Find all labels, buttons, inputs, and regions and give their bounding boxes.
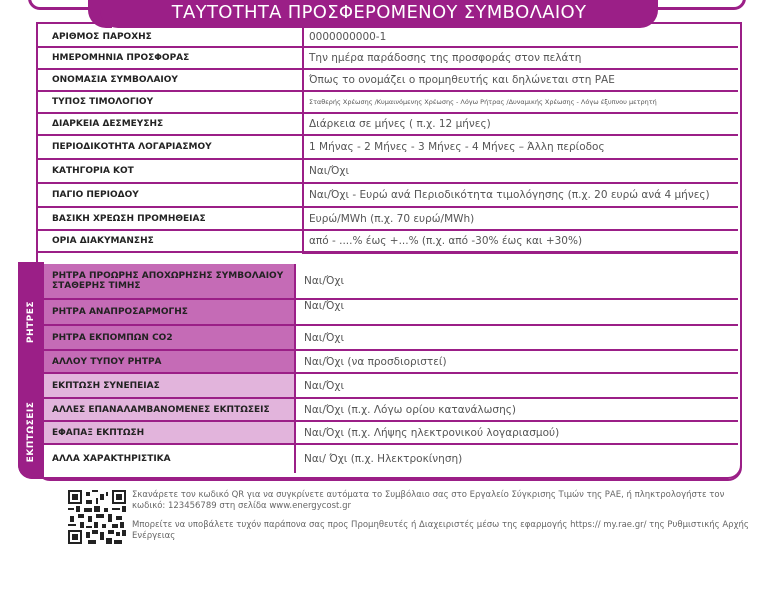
footer-text	[132, 490, 752, 550]
row-value: από - ....% έως +...% (π.χ. από -30% έως και +30%)	[303, 230, 738, 252]
clause-value: Ναι/Όχι (να προσδιοριστεί)	[295, 350, 738, 373]
complaint-instructions: Μπορείτε να υποβάλετε τυχόν παράπονα σας προς Προμηθευτές ή Διαχειριστές μέσω της εφαρμογής https:// my.rae.gr/ της Ρυθμιστικής Αρχής Ενέργειας	[132, 520, 749, 541]
other-value: Ναι/ Όχι (π.χ. Ηλεκτροκίνηση)	[304, 453, 463, 465]
clauses-section-label: ΡΗΤΡΕΣ	[26, 300, 36, 344]
clauses-discounts-table	[44, 264, 738, 473]
table-row	[38, 183, 738, 207]
row-label: ΟΝΟΜΑΣΙΑ ΣΥΜΒΟΛΑΙΟΥ	[38, 69, 303, 91]
table-row	[38, 28, 738, 47]
row-value: Ναι/Όχι	[303, 159, 738, 183]
qr-instructions: Σκανάρετε τον κωδικό QR για να συγκρίνετε αυτόματα το Συμβόλαιο σας στο Εργαλείο Σύγκρισης Τιμών της ΡΑΕ, ή πληκτρολογήστε τον κωδικό: 123456789 στη σελίδα www.energycost.gr	[132, 490, 725, 511]
discount-label: ΑΛΛΕΣ ΕΠΑΝΑΛΑΜΒΑΝΟΜΕΝΕΣ ΕΚΠΤΩΣΕΙΣ	[44, 398, 295, 421]
page-title: ΤΑΥΤΟΤΗΤΑ ΠΡΟΣΦΕΡΟΜΕΝΟΥ ΣΥΜΒΟΛΑΙΟΥ	[171, 2, 587, 23]
contract-identity-table	[38, 28, 738, 254]
row-value: Όπως το ονομάζει ο προμηθευτής και δηλώνεται στη ΡΑΕ	[303, 69, 738, 91]
row-value: Σταθερής Χρέωσης /Κυμαινόμενης Χρέωσης - Λόγω Ρήτρας /Δυναμικής Χρέωσης - Λόγω έξυπνου μετρητή	[303, 91, 738, 113]
row-label: ΑΡΙΘΜΟΣ ΠΑΡΟΧΗΣ	[38, 28, 303, 47]
other-row	[44, 444, 738, 473]
row-label: ΔΙΑΡΚΕΙΑ ΔΕΣΜΕΥΣΗΣ	[38, 113, 303, 135]
clause-value: Ναι/Όχι	[295, 264, 738, 299]
qr-code-icon[interactable]	[68, 490, 126, 544]
discount-label: ΕΚΠΤΩΣΗ ΣΥΝΕΠΕΙΑΣ	[44, 373, 295, 398]
clause-row	[44, 264, 738, 299]
row-label: ΗΜΕΡΟΜΗΝΙΑ ΠΡΟΣΦΟΡΑΣ	[38, 47, 303, 69]
row-label: ΤΥΠΟΣ ΤΙΜΟΛΟΓΙΟΥ	[38, 91, 303, 113]
clause-value: Ναι/Όχι	[295, 325, 738, 350]
row-value: Την ημέρα παράδοσης της προσφοράς στον πελάτη	[303, 47, 738, 69]
row-value: 1 Μήνας - 2 Μήνες - 3 Μήνες - 4 Μήνες – Άλλη περίοδος	[303, 135, 738, 159]
discount-value: Ναι/Όχι (π.χ. Λήψης ηλεκτρονικού λογαριασμού)	[295, 421, 738, 444]
clause-value: Ναι/Όχι	[295, 299, 738, 325]
clause-label: ΡΗΤΡΑ ΕΚΠΟΜΠΩΝ CO2	[44, 325, 295, 350]
discount-row	[44, 373, 738, 398]
clause-row	[44, 325, 738, 350]
discount-value: Ναι/Όχι	[295, 373, 738, 398]
clause-label: ΡΗΤΡΑ ΑΝΑΠΡΟΣΑΡΜΟΓΗΣ	[44, 299, 295, 325]
row-label: ΠΑΓΙΟ ΠΕΡΙΟΔΟΥ	[38, 183, 303, 207]
table-row	[38, 207, 738, 230]
row-value: 0000000000-1	[303, 28, 738, 47]
table-row	[38, 135, 738, 159]
row-value: Διάρκεια σε μήνες ( π.χ. 12 μήνες)	[303, 113, 738, 135]
row-label: ΚΑΤΗΓΟΡΙΑ ΚΟΤ	[38, 159, 303, 183]
table-row	[38, 47, 738, 69]
other-label: ΑΛΛΑ ΧΑΡΑΚΤΗΡΙΣΤΙΚΑ	[44, 444, 295, 473]
row-label: ΠΕΡΙΟΔΙΚΟΤΗΤΑ ΛΟΓΑΡΙΑΣΜΟΥ	[38, 135, 303, 159]
clause-row	[44, 350, 738, 373]
row-label: ΟΡΙΑ ΔΙΑΚΥΜΑΝΣΗΣ	[38, 230, 303, 252]
clause-label: ΡΗΤΡΑ ΠΡΟΩΡΗΣ ΑΠΟΧΩΡΗΣΗΣ ΣΥΜΒΟΛΑΙΟΥ ΣΤΑΘΕΡΗΣ ΤΙΜΗΣ	[44, 264, 295, 299]
discount-label: ΕΦΑΠΑΞ ΕΚΠΤΩΣΗ	[44, 421, 295, 444]
row-label: ΒΑΣΙΚΗ ΧΡΕΩΣΗ ΠΡΟΜΗΘΕΙΑΣ	[38, 207, 303, 230]
header-pill	[100, 0, 658, 28]
table-row	[38, 113, 738, 135]
table-row	[38, 69, 738, 91]
section-side-column	[18, 262, 44, 479]
clause-row	[44, 299, 738, 325]
table-row	[38, 230, 738, 252]
clause-label: ΑΛΛΟΥ ΤΥΠΟΥ ΡΗΤΡΑ	[44, 350, 295, 373]
discounts-section-label: ΕΚΠΤΩΣΕΙΣ	[26, 401, 36, 463]
discount-value: Ναι/Όχι (π.χ. Λόγω ορίου κατανάλωσης)	[295, 398, 738, 421]
table-row	[38, 159, 738, 183]
discount-row	[44, 398, 738, 421]
table-row	[38, 91, 738, 113]
row-value: Ευρώ/MWh (π.χ. 70 ευρώ/MWh)	[303, 207, 738, 230]
discount-row	[44, 421, 738, 444]
row-value: Ναι/Όχι - Ευρώ ανά Περιοδικότητα τιμολόγησης (π.χ. 20 ευρώ ανά 4 μήνες)	[303, 183, 738, 207]
